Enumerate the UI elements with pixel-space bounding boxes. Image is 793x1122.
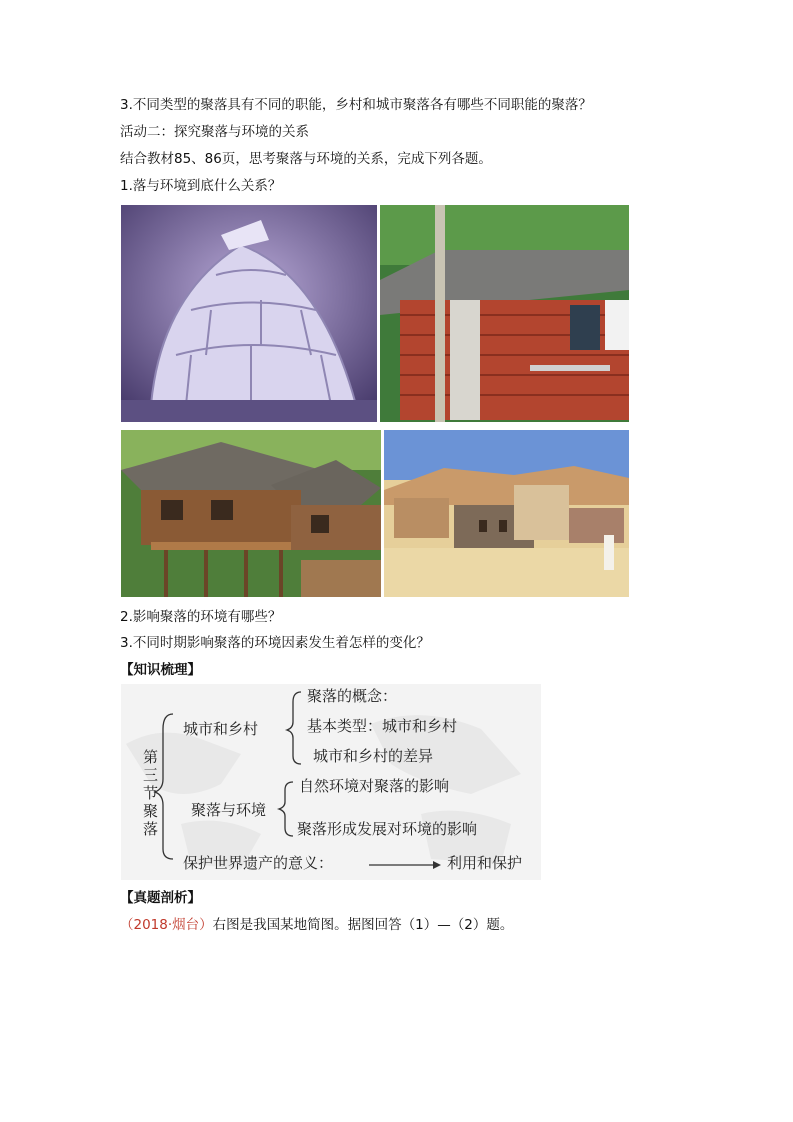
- root-char: 第: [143, 748, 159, 766]
- root-char: 落: [143, 820, 159, 838]
- question-environment: 2.影响聚落的环境有哪些？: [120, 609, 282, 625]
- exam-question: [120, 916, 513, 934]
- exam-heading: 【真题剖析】: [120, 890, 201, 906]
- knowledge-diagram: [121, 684, 541, 880]
- item-settlement-concept: 聚落的概念：: [307, 687, 398, 705]
- wooden-cabin-photo: [380, 205, 629, 422]
- branch-heritage: 保护世界遗产的意义：: [183, 854, 334, 872]
- activity-heading: 活动二：探究聚落与环境的关系: [120, 124, 309, 140]
- exam-source: （2018·烟台）: [120, 917, 213, 933]
- knowledge-heading: 【知识梳理】: [120, 662, 201, 678]
- item-natural-influence: 自然环境对聚落的影响: [299, 777, 450, 795]
- root-char: 节: [143, 784, 159, 802]
- root-char: 三: [143, 766, 159, 784]
- question-change: 3.不同时期影响聚落的环境因素发生着怎样的变化？: [120, 635, 430, 651]
- desert-adobe-photo: [384, 430, 629, 597]
- diagram-root-label: [143, 748, 158, 838]
- item-use-and-protect: 利用和保护: [447, 854, 523, 872]
- question-relation: 1.落与环境到底什么关系？: [120, 178, 282, 194]
- branch-settlement-environment: 聚落与环境: [191, 801, 267, 819]
- item-urban-rural-difference: 城市和乡村的差异: [313, 747, 434, 765]
- exam-question-text: 右图是我国某地简图。据图回答（1）—（2）题。: [212, 917, 514, 933]
- igloo-photo: [121, 205, 377, 422]
- instruction-text: 结合教材85、86页，思考聚落与环境的关系，完成下列各题。: [120, 151, 492, 167]
- question-functions: 3.不同类型的聚落具有不同的职能，乡村和城市聚落各有哪些不同职能的聚落？: [120, 97, 592, 113]
- item-development-influence: 聚落形成发展对环境的影响: [297, 820, 478, 838]
- root-char: 聚: [143, 802, 159, 820]
- item-basic-types: 基本类型：城市和乡村: [307, 717, 458, 735]
- branch-urban-rural: 城市和乡村: [183, 720, 259, 738]
- stilt-house-photo: [121, 430, 381, 597]
